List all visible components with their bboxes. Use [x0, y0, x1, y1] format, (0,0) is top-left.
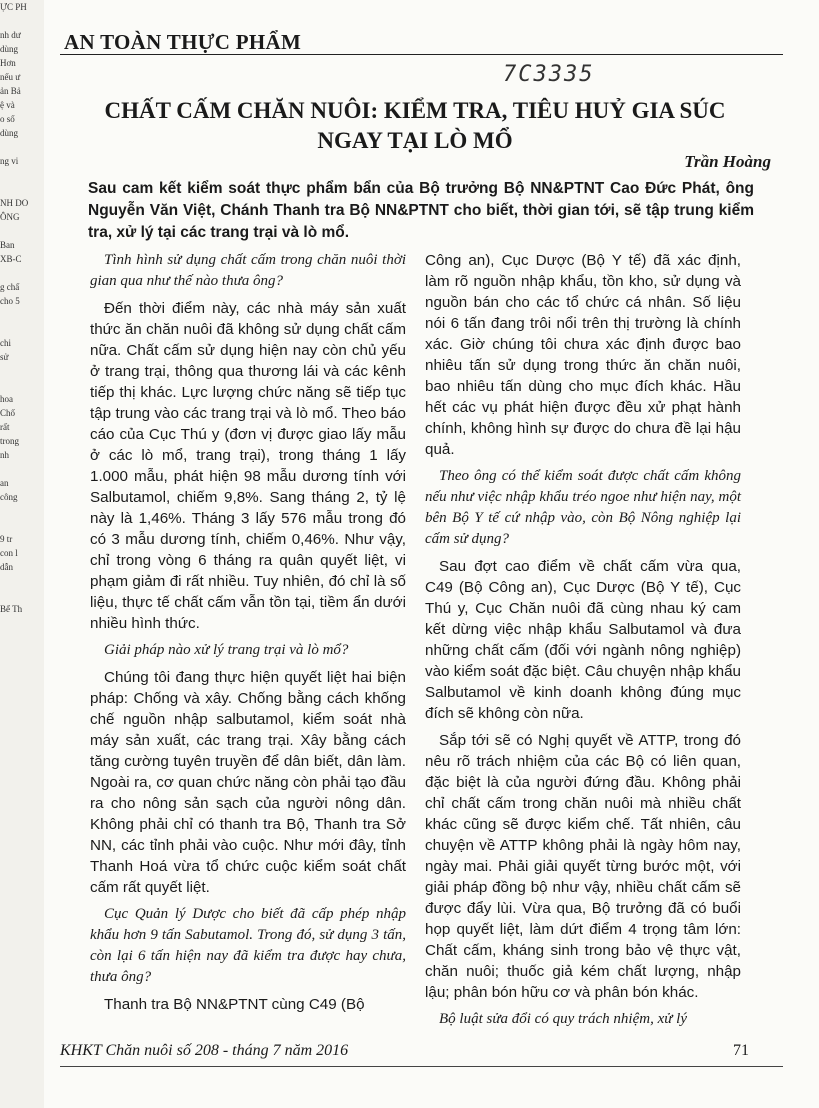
footer-journal: KHKT Chăn nuôi số 208 - tháng 7 năm 2016	[60, 1042, 349, 1059]
interview-question: Theo ông có thể kiểm soát được chất cấm không nếu như việc nhập khẩu tréo ngoe như hiện nay, một bên Bộ Y tế cứ nhập vào, còn Bộ Nông nghiệp lại cấm sử dụng?	[425, 468, 741, 547]
author: Trần Hoàng	[684, 152, 771, 171]
header-rule	[60, 54, 783, 55]
handwritten-note: 7C3335	[503, 62, 595, 87]
interview-question: Bộ luật sửa đổi có quy trách nhiệm, xử lý	[439, 1011, 687, 1027]
paragraph: Công an), Cục Dược (Bộ Y tế) đã xác định, làm rõ nguồn nhập khẩu, tồn kho, sử dụng và nguồn bán cho các tổ chức cá nhân. Số liệu nói 6 tấn đang trôi nổi trên thị trường là chính xác. Giờ chúng tôi chưa xác định được bao nhiêu tấn sử dụng trong thức ăn chăn nuôi, bao nhiêu tấn dùng cho mục đích khác. Hầu hết các vụ phát hiện được đều xử phạt hành chính, không hình sự được do chưa đề lại hậu quả.	[425, 252, 741, 458]
paragraph: Sắp tới sẽ có Nghị quyết về ATTP, trong đó nêu rõ trách nhiệm của các Bộ có liên quan, đặc biệt là của người đứng đầu. Không phải chỉ chất cấm trong chăn nuôi mà nhiều chất khác cũng sẽ được kiểm chế. Tất nhiên, câu chuyện về ATTP không phải là ngày hôm nay, ngày mai. Phải giải quyết từng bước một, với giải pháp đồng bộ như vậy, nhiều chất cấm sẽ được đẩy lùi. Vừa qua, Bộ trưởng đã có buổi họp quyết liệt, làm dứt điểm 4 trọng tâm lớn: Chất cấm, kháng sinh trong bảo vệ thực vật, chăn nuôi; thuốc giả kém chất lượng, nhập lậu; phân bón hữu cơ và phân bón khác.	[425, 732, 741, 1001]
interview-question: Tình hình sử dụng chất cấm trong chăn nuôi thời gian qua như thế nào thưa ông?	[90, 252, 406, 289]
paragraph: Đến thời điểm này, các nhà máy sản xuất thức ăn chăn nuôi đã không sử dụng chất cấm nữa. Chất cấm sử dụng hiện nay còn chủ yếu ở trang trại, thông qua thương lái và các kênh tiếp thị khác. Lực lượng chức năng sẽ tiếp tục tập trung vào các trang trại và lò mổ. Theo báo cáo của Cục Thú y (đơn vị được giao lấy mẫu ở các lò mổ, trang trại), trong tháng 1 lấy 1.000 mẫu, phát hiện 98 mẫu dương tính với Salbutamol, chiếm 9,8%. Sang tháng 2, tỷ lệ này là 1,46%. Tháng 3 lấy 576 mẫu trong đó có 3 mẫu dương tính, chiếm 0,46%. Như vậy, chỉ trong vòng 6 tháng ra quân quyết liệt, vi phạm giảm đi rất nhiều. Tuy nhiên, đó chỉ là số liệu, thực tế chất cấm vẫn tồn tại, tiềm ẩn dưới nhiều hình thức.	[90, 300, 406, 632]
paragraph: Chúng tôi đang thực hiện quyết liệt hai biện pháp: Chống và xây. Chống bằng cách khống chế nguồn nhập salbutamol, kiểm soát nhà máy sản xuất, các trang trại. Xây bằng cách tăng cường tuyên truyền để dân biết, dân làm. Ngoài ra, cơ quan chức năng còn phải tạo đầu ra cho nông sản sạch của người nông dân. Không phải chỉ có thanh tra Bộ, Thanh tra Sở NN, các tỉnh phải vào cuộc. Như mới đây, tỉnh Thanh Hoá vừa tổ chức cuộc kiểm soát chất cấm rất quyết liệt.	[90, 669, 406, 896]
paragraph: Thanh tra Bộ NN&PTNT cùng C49 (Bộ	[104, 996, 365, 1013]
section-heading: AN TOÀN THỰC PHẨM	[64, 30, 302, 54]
left-column	[90, 250, 406, 1021]
interview-question: Giải pháp nào xử lý trang trại và lò mổ?	[104, 642, 349, 658]
page-number: 71	[733, 1042, 749, 1059]
right-column	[425, 250, 741, 1036]
adjacent-page-edge: ỰC PH nh dư dùng Hơn nếu ư ản Bả ệ và o số dùng ng vi NH DO ÔNG Ban XB-C g chấ cho 5 chi sử hoa Chố rất trong nh an công 9 tr con l dẫn Bể Th	[0, 0, 44, 1108]
interview-question: Cục Quản lý Dược cho biết đã cấp phép nhập khẩu hơn 9 tấn Sabutamol. Trong đó, sử dụng 3 tấn, còn lại 6 tấn hiện nay đã kiểm tra được hay chưa, thưa ông?	[90, 906, 406, 985]
lead-paragraph: Sau cam kết kiểm soát thực phẩm bẩn của Bộ trưởng Bộ NN&PTNT Cao Đức Phát, ông Nguyễn Văn Việt, Chánh Thanh tra Bộ NN&PTNT cho biết, thời gian tới, sẽ tập trung kiểm tra, xử lý tại các trang trại và lò mổ.	[88, 180, 754, 241]
paragraph: Sau đợt cao điểm về chất cấm vừa qua, C49 (Bộ Công an), Cục Dược (Bộ Y tế), Cục Thú y, Cục Chăn nuôi đã cùng nhau ký cam kết dừng việc nhập khẩu Salbutamol và đưa những chất cấm (đối với ngành nông nghiệp) vào kiểm soát đặc biệt. Câu chuyện nhập khẩu Salbutamol về kinh doanh không đúng mục đích sẽ không còn nữa.	[425, 558, 741, 722]
article-title: CHẤT CẤM CHĂN NUÔI: KIỂM TRA, TIÊU HUỶ GIA SÚC NGAY TẠI LÒ MỔ	[104, 98, 726, 153]
footer-rule	[60, 1066, 783, 1067]
